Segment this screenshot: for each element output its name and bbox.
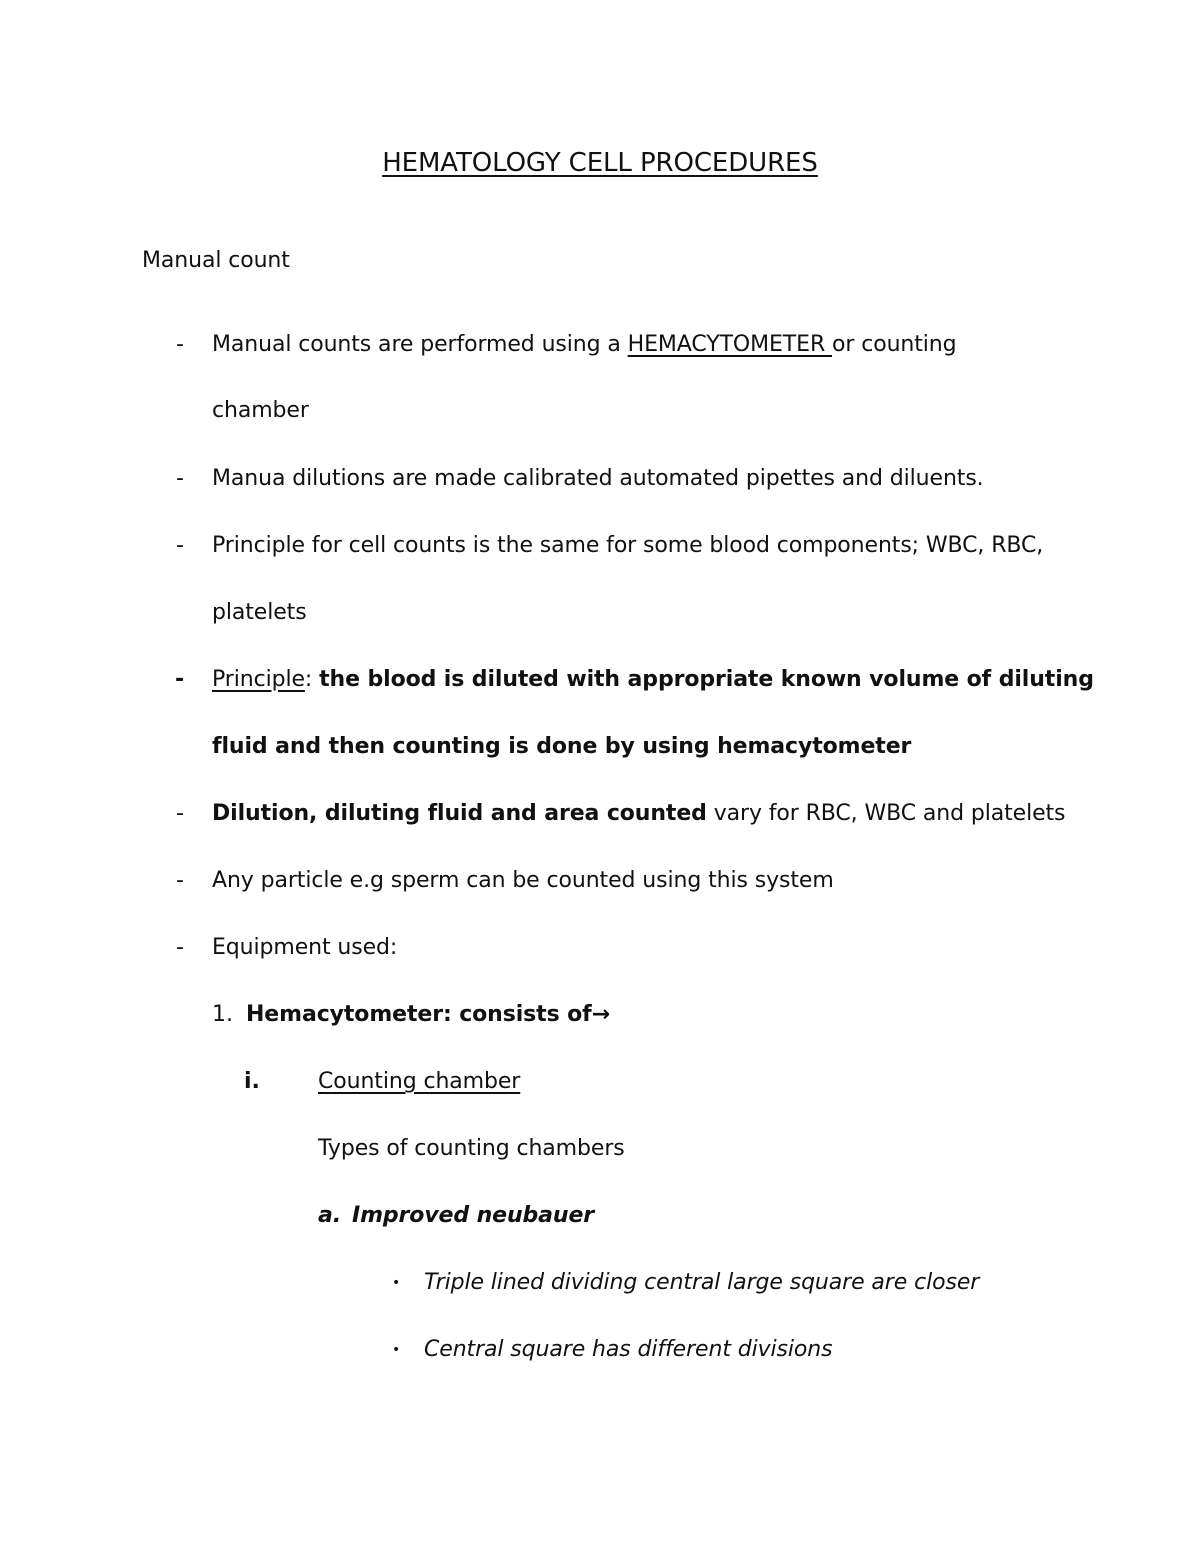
alpha-marker: a. — [318, 1203, 342, 1228]
bullet-item: Triple lined dividing central large square are closer — [424, 1270, 980, 1295]
principle-label: Principle — [212, 667, 305, 692]
bullet-icon: • — [392, 1275, 401, 1291]
list-item: Equipment used: — [212, 935, 398, 960]
list-item: Any particle e.g sperm can be counted using this system — [212, 868, 834, 893]
types-heading: Types of counting chambers — [318, 1136, 625, 1161]
dash-marker: - — [176, 332, 184, 357]
numbered-item — [246, 1000, 610, 1030]
item-text: Manual counts are performed using a — [212, 332, 628, 357]
bullet-item: Central square has different divisions — [424, 1337, 833, 1362]
item-continuation: fluid and then counting is done by using hemacytometer — [212, 734, 912, 759]
colon: : — [304, 667, 320, 692]
dash-marker: - — [176, 868, 184, 893]
dash-marker: - — [176, 466, 184, 491]
improved-neubauer-heading: Improved neubauer — [352, 1203, 595, 1228]
dash-marker: - — [176, 935, 184, 960]
dash-marker: - — [176, 801, 184, 826]
hemacytometer-term: HEMACYTOMETER — [627, 332, 833, 357]
list-item — [212, 665, 1094, 695]
item-continuation: chamber — [212, 398, 309, 423]
item-text: vary for RBC, WBC and platelets — [706, 801, 1066, 826]
page-title: HEMATOLOGY CELL PROCEDURES — [382, 148, 818, 178]
item-continuation: platelets — [212, 600, 307, 625]
list-item: Manua dilutions are made calibrated automated pipettes and diluents. — [212, 466, 984, 491]
principle-text: the blood is diluted with appropriate known volume of diluting — [319, 667, 1094, 692]
number-marker: 1. — [212, 1002, 233, 1027]
list-item — [212, 330, 957, 360]
roman-marker: i. — [244, 1069, 260, 1094]
dash-marker: - — [176, 533, 184, 558]
bold-phrase: Dilution, diluting fluid and area counted — [212, 801, 707, 826]
numbered-item-text: Hemacytometer: consists of — [246, 1002, 592, 1027]
bullet-icon: • — [392, 1342, 401, 1358]
arrow-right-icon: → — [591, 1002, 610, 1027]
counting-chamber-heading: Counting chamber — [318, 1069, 521, 1094]
dash-marker: - — [175, 667, 185, 692]
item-text: or counting — [832, 332, 957, 357]
list-item: Principle for cell counts is the same for some blood components; WBC, RBC, — [212, 533, 1044, 558]
list-item — [212, 799, 1065, 829]
section-heading: Manual count — [142, 248, 290, 273]
